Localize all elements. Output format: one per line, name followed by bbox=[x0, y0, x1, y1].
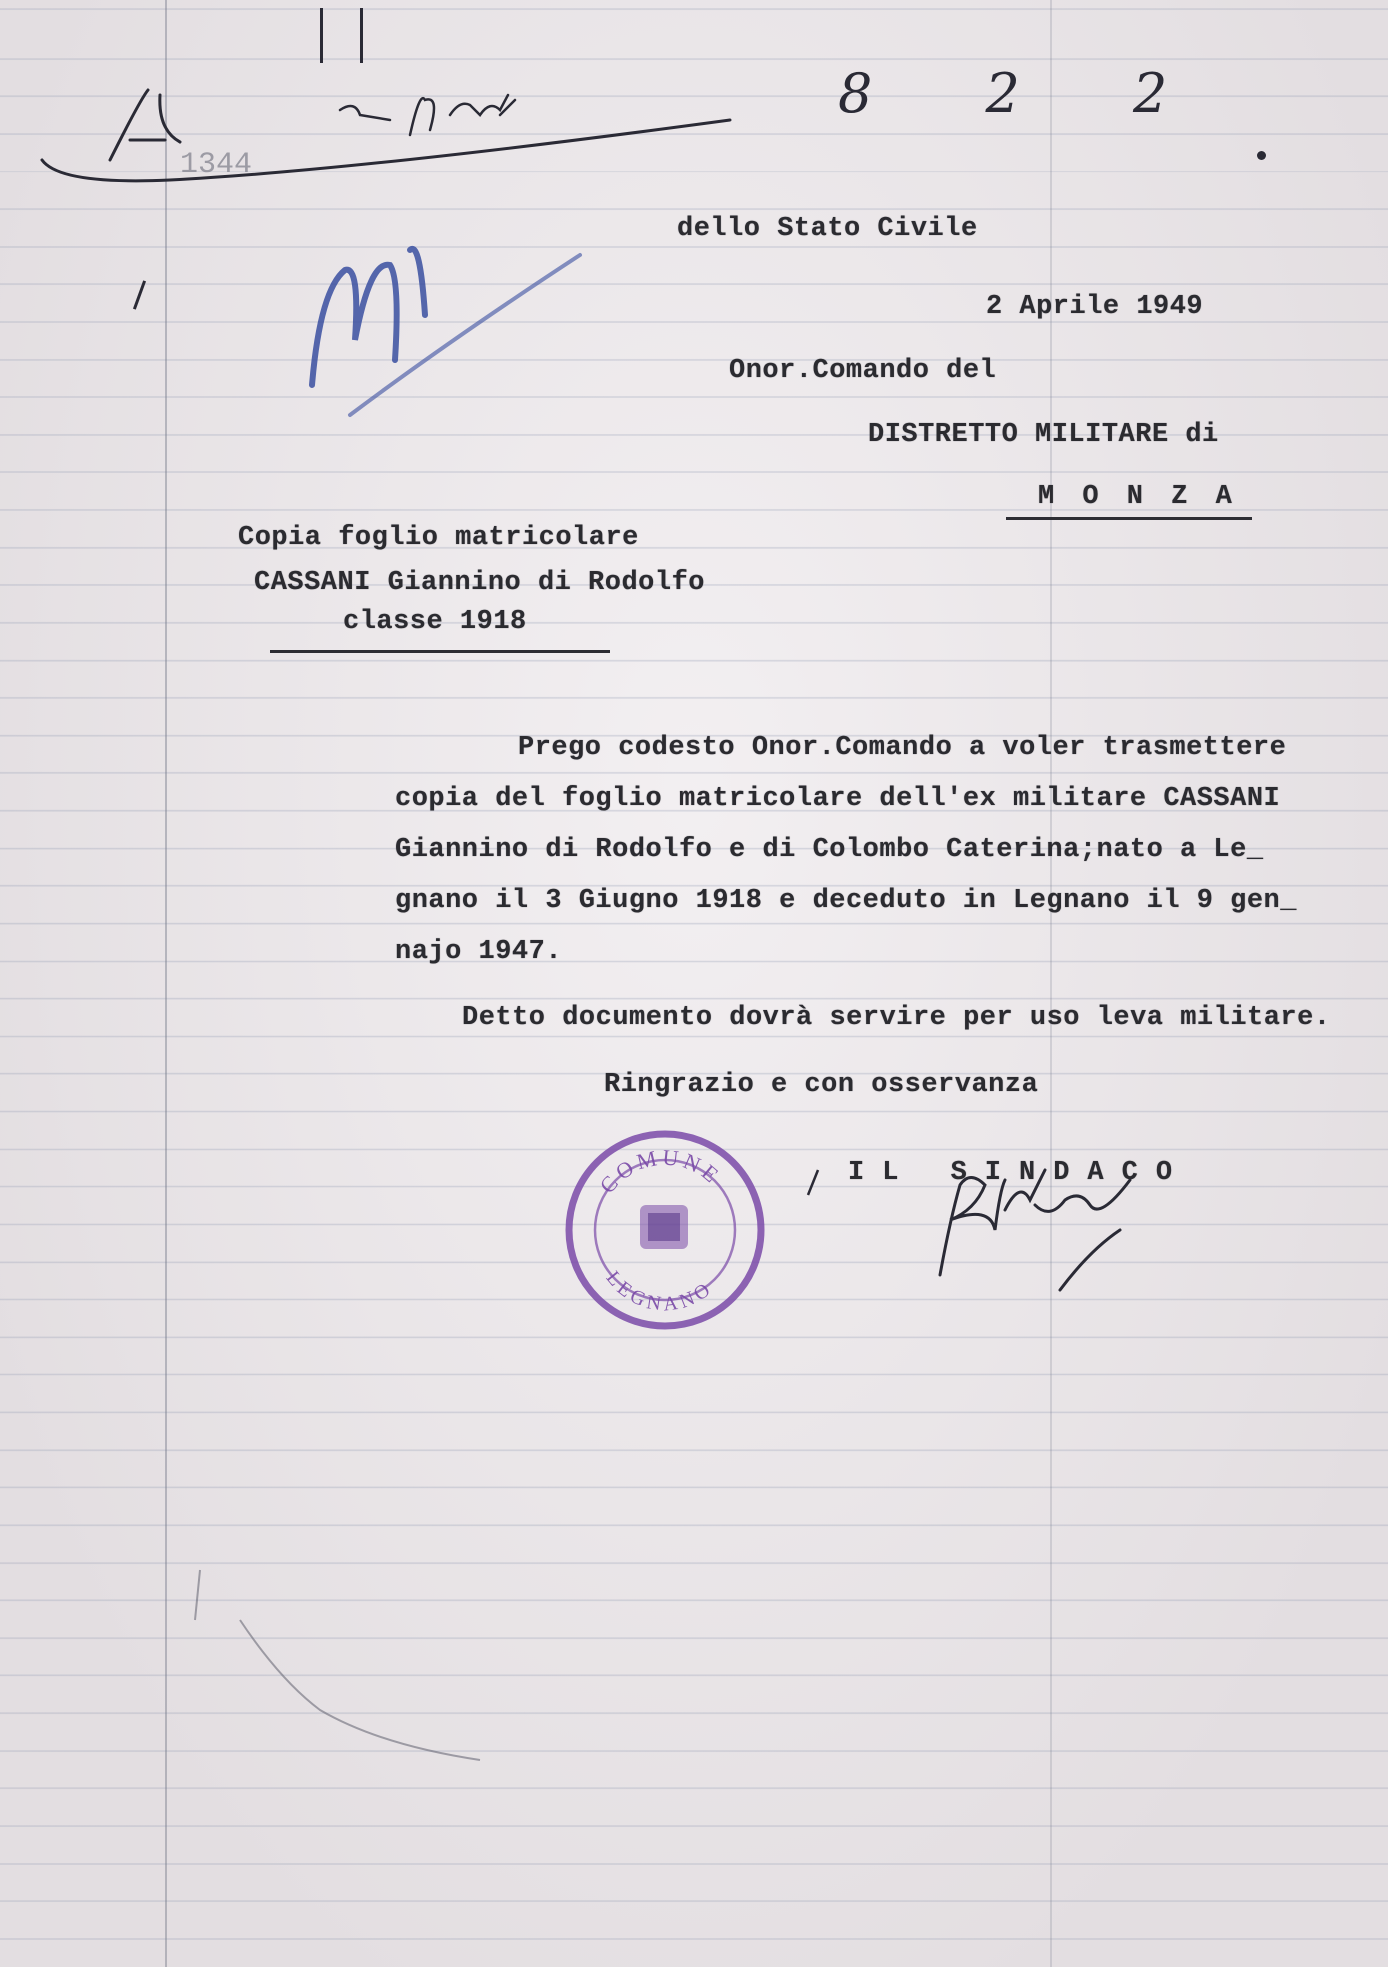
closing-line: Ringrazio e con osservanza bbox=[604, 1070, 1039, 1100]
body-line: copia del foglio matricolare dell'ex militare CASSANI bbox=[395, 784, 1281, 814]
subject-line-3: classe 1918 bbox=[343, 607, 527, 637]
municipal-stamp bbox=[560, 1125, 770, 1335]
addressee-line-1: Onor.Comando del bbox=[729, 356, 997, 386]
subject-line-1: Copia foglio matricolare bbox=[238, 523, 639, 553]
body-line: Prego codesto Onor.Comando a voler trasmettere bbox=[518, 733, 1287, 763]
stamp-text-top: COMUNE bbox=[594, 1144, 727, 1199]
body-line: Giannino di Rodolfo e di Colombo Caterina;nato a Le_ bbox=[395, 835, 1264, 865]
left-margin-line bbox=[165, 0, 167, 1967]
tick-marks-2 bbox=[360, 8, 363, 63]
purpose-line: Detto documento dovrà servire per uso leva militare. bbox=[462, 1003, 1331, 1033]
addressee-city: M O N Z A bbox=[1038, 482, 1238, 512]
addressee-line-2: DISTRETTO MILITARE di bbox=[868, 420, 1219, 450]
body-line: gnano il 3 Giugno 1918 e deceduto in Legnano il 9 gen_ bbox=[395, 886, 1297, 916]
body-line: najo 1947. bbox=[395, 937, 563, 967]
tick-marks bbox=[320, 8, 323, 63]
ink-dot bbox=[1257, 151, 1266, 160]
letter-date: 2 Aprile 1949 bbox=[986, 292, 1204, 322]
office-line: dello Stato Civile bbox=[677, 214, 978, 244]
signatory-title: IL SINDACO bbox=[848, 1158, 1191, 1188]
city-underline bbox=[1006, 517, 1252, 520]
stray-pencil-marks bbox=[180, 1560, 520, 1780]
protocol-number: 8 2 2 bbox=[838, 62, 1216, 125]
ref-number-pencil: 1344 bbox=[180, 148, 253, 182]
subject-underline bbox=[270, 650, 610, 653]
subject-line-2: CASSANI Giannino di Rodolfo bbox=[254, 568, 705, 598]
svg-text:LEGNANO bbox=[602, 1267, 718, 1315]
pencil-initials bbox=[300, 220, 590, 420]
stamp-text-bottom: LEGNANO bbox=[601, 1267, 718, 1316]
ink-tick bbox=[133, 280, 146, 309]
mayor-signature bbox=[800, 1150, 1200, 1300]
